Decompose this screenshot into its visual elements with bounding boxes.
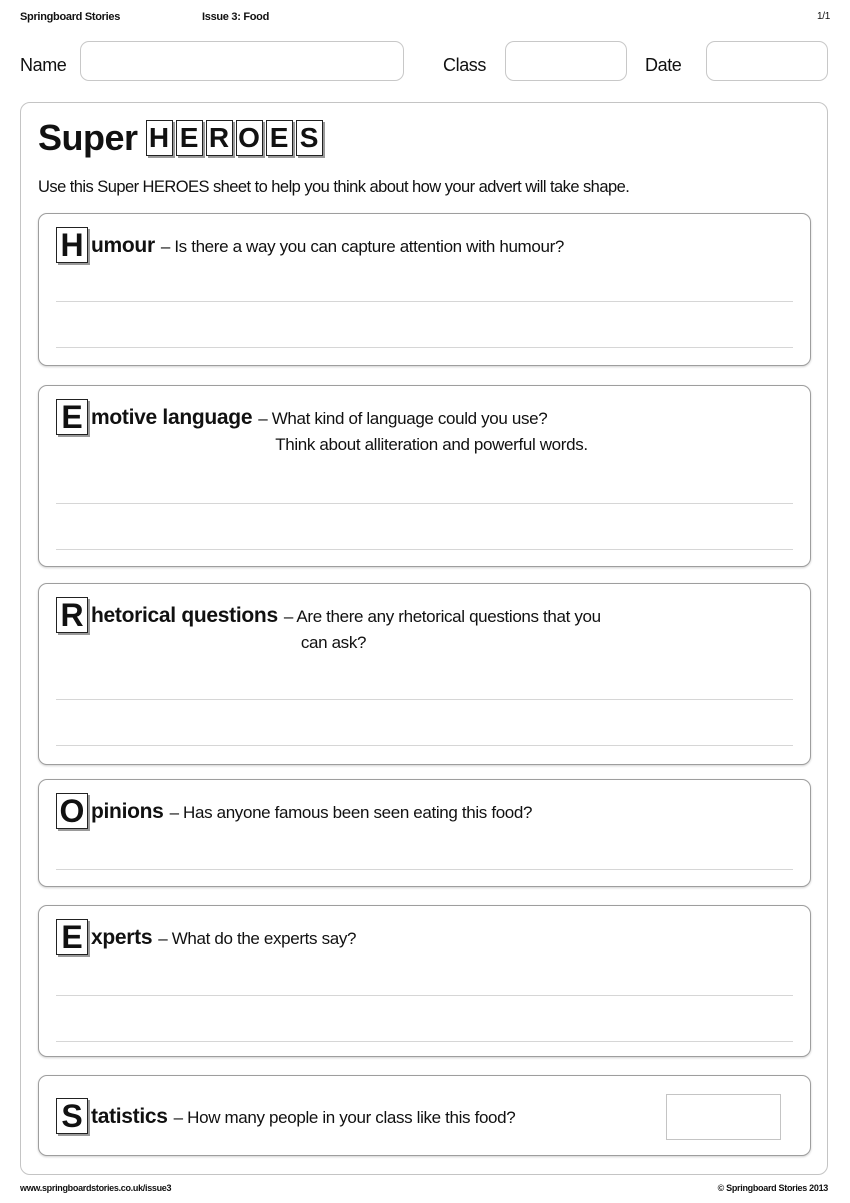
section-title: motive language (91, 406, 253, 429)
section-letter-tile: E (56, 919, 88, 955)
title-tile: R (206, 120, 233, 156)
prompt-line: What kind of language could you use? (271, 409, 548, 428)
prompt-line: can ask? (300, 633, 367, 652)
writing-line[interactable] (56, 699, 793, 700)
prompt-line: Think about alliteration and powerful words. (275, 435, 588, 454)
writing-line[interactable] (56, 995, 793, 996)
section-letter-tile: O (56, 793, 88, 829)
writing-line[interactable] (56, 503, 793, 504)
section-letter-tile: R (56, 597, 88, 633)
title-word: Super (38, 117, 138, 158)
title-tile: E (176, 120, 203, 156)
title-tile: E (266, 120, 293, 156)
name-field[interactable] (80, 41, 404, 81)
section-rhetorical-questions (38, 583, 811, 765)
section-experts (38, 905, 811, 1057)
section-prompt: – Is there a way you can capture attention with humour? (160, 237, 564, 256)
page-title (38, 115, 326, 161)
class-label: Class (443, 55, 487, 75)
section-letter-tile: E (56, 399, 88, 435)
writing-line[interactable] (56, 347, 793, 348)
title-tile: O (236, 120, 263, 156)
footer-url: www.springboardstories.co.uk/issue3 (20, 1183, 172, 1193)
section-opinions (38, 779, 811, 887)
section-letter-tile: S (56, 1098, 88, 1134)
page-number: 1/1 (816, 11, 830, 22)
section-prompt: – What do the experts say? (158, 929, 357, 948)
section-title: umour (91, 234, 155, 257)
prompt-line: Is there a way you can capture attention with humour? (174, 237, 564, 256)
section-heading (56, 1098, 515, 1134)
section-title: xperts (91, 926, 153, 949)
writing-line[interactable] (56, 745, 793, 746)
writing-line[interactable] (56, 1041, 793, 1042)
section-prompt: – Are there any rhetorical questions that you can ask? (283, 607, 601, 652)
section-heading (56, 399, 588, 458)
name-label: Name (20, 55, 67, 75)
footer-copyright: © Springboard Stories 2013 (717, 1183, 828, 1193)
writing-line[interactable] (56, 869, 793, 870)
statistics-answer-box[interactable] (666, 1094, 781, 1140)
section-title: hetorical questions (91, 604, 278, 627)
section-letter-tile: H (56, 227, 88, 263)
prompt-line: What do the experts say? (171, 929, 357, 948)
writing-line[interactable] (56, 301, 793, 302)
title-tile: H (146, 120, 173, 156)
class-field[interactable] (505, 41, 627, 81)
section-emotive-language (38, 385, 811, 567)
section-title: pinions (91, 800, 164, 823)
section-statistics (38, 1075, 811, 1156)
section-prompt: – How many people in your class like this food? (173, 1108, 516, 1127)
date-label: Date (645, 55, 682, 75)
date-field[interactable] (706, 41, 828, 81)
intro-text: Use this Super HEROES sheet to help you think about how your advert will take shape. (38, 178, 630, 196)
section-title: tatistics (91, 1105, 168, 1128)
section-heading (56, 597, 601, 656)
section-prompt: – Has anyone famous been seen eating this food? (169, 803, 533, 822)
section-heading (56, 793, 532, 829)
prompt-line: Has anyone famous been seen eating this food? (183, 803, 533, 822)
prompt-line: How many people in your class like this food? (187, 1108, 516, 1127)
issue-label: Issue 3: Food (202, 11, 269, 23)
section-heading (56, 227, 564, 263)
publication-name: Springboard Stories (20, 11, 121, 23)
writing-line[interactable] (56, 549, 793, 550)
section-prompt: – What kind of language could you use? Think about alliteration and powerful words. (258, 409, 588, 454)
section-humour (38, 213, 811, 366)
top-header (20, 11, 830, 27)
section-heading (56, 919, 356, 955)
prompt-line: Are there any rhetorical questions that you (296, 607, 601, 626)
title-tile: S (296, 120, 323, 156)
